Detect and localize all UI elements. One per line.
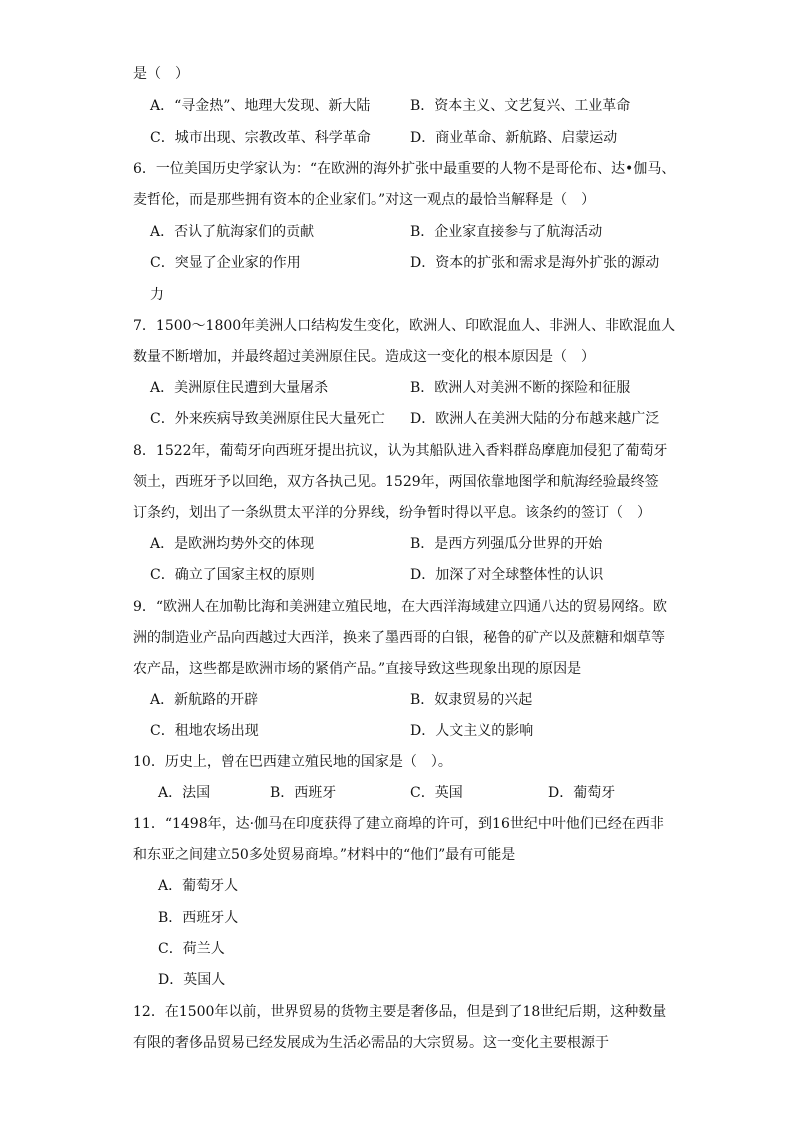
q6-option-d-continuation: 力: [150, 287, 164, 303]
q10-option-c: C．英国: [410, 785, 463, 801]
q5-option-c: C．城市出现、宗教改革、科学革命: [150, 130, 371, 146]
q6-option-d: D．资本的扩张和需求是海外扩张的源动: [410, 255, 660, 271]
q9-stem-line-1: 9．“欧洲人在加勒比海和美洲建立殖民地，在大西洋海域建立四通八达的贸易网络。欧: [133, 599, 668, 615]
q8-option-a: A．是欧洲均势外交的体现: [150, 536, 315, 552]
q7-option-b: B．欧洲人对美洲不断的探险和征服: [410, 380, 631, 396]
q10-option-b: B．西班牙: [270, 785, 337, 801]
q10-option-a: A．法国: [158, 785, 211, 801]
q8-option-c: C．确立了国家主权的原则: [150, 567, 315, 583]
q6-option-a: A．否认了航海家们的贡献: [150, 224, 315, 240]
q10-stem: 10．历史上，曾在巴西建立殖民地的国家是（ ）。: [133, 754, 452, 770]
q11-stem-line-2: 和东亚之间建立50多处贸易商埠。”材料中的“他们”最有可能是: [133, 847, 516, 863]
q5-option-b: B．资本主义、文艺复兴、工业革命: [410, 98, 631, 114]
q8-stem-line-2: 领土，西班牙予以回绝，双方各执己见。1529年，两国依靠地图学和航海经验最终签: [133, 474, 659, 490]
q11-option-d: D．英国人: [158, 972, 226, 988]
q9-option-c: C．租地农场出现: [150, 723, 259, 739]
q11-option-b: B．西班牙人: [158, 910, 239, 926]
q9-option-d: D．人文主义的影响: [410, 723, 534, 739]
q7-stem-line-1: 7．1500～1800年美洲人口结构发生变化，欧洲人、印欧混血人、非洲人、非欧混血人: [133, 318, 676, 334]
q9-stem-line-2: 洲的制造业产品向西越过大西洋，换来了墨西哥的白银，秘鲁的矿产以及蔗糖和烟草等: [133, 630, 665, 646]
q5-stem-tail: 是（ ）: [133, 66, 189, 82]
q12-stem-line-1: 12．在1500年以前，世界贸易的货物主要是奢侈品，但是到了18世纪后期，这种数量: [133, 1004, 667, 1020]
q10-option-d: D．葡萄牙: [548, 785, 616, 801]
q9-option-b: B．奴隶贸易的兴起: [410, 692, 533, 708]
q5-option-a: A．“寻金热”、地理大发现、新大陆: [150, 98, 371, 114]
q8-stem-line-3: 订条约，划出了一条纵贯太平洋的分界线，纷争暂时得以平息。该条约的签订（ ）: [133, 505, 651, 521]
q11-option-a: A．葡萄牙人: [158, 878, 239, 894]
q6-stem-line-2: 麦哲伦，而是那些拥有资本的企业家们。”对这一观点的最恰当解释是（ ）: [133, 192, 596, 208]
q5-option-d: D．商业革命、新航路、启蒙运动: [410, 130, 618, 146]
q12-stem-line-2: 有限的奢侈品贸易已经发展成为生活必需品的大宗贸易。这一变化主要根源于: [133, 1035, 609, 1051]
q7-option-c: C．外来疾病导致美洲原住民大量死亡: [150, 411, 385, 427]
q6-option-b: B．企业家直接参与了航海活动: [410, 224, 603, 240]
q11-option-c: C．荷兰人: [158, 941, 225, 957]
q8-option-d: D．加深了对全球整体性的认识: [410, 567, 604, 583]
q9-option-a: A．新航路的开辟: [150, 692, 259, 708]
q7-option-d: D．欧洲人在美洲大陆的分布越来越广泛: [410, 411, 660, 427]
q8-stem-line-1: 8．1522年，葡萄牙向西班牙提出抗议，认为其船队进入香料群岛摩鹿加侵犯了葡萄牙: [133, 443, 668, 459]
q6-stem-line-1: 6．一位美国历史学家认为：“在欧洲的海外扩张中最重要的人物不是哥伦布、达•伽马、: [133, 161, 676, 177]
q8-option-b: B．是西方列强瓜分世界的开始: [410, 536, 603, 552]
q6-option-c: C．突显了企业家的作用: [150, 255, 301, 271]
q7-stem-line-2: 数量不断增加，并最终超过美洲原住民。造成这一变化的根本原因是（ ）: [133, 349, 595, 365]
q11-stem-line-1: 11．“1498年，达·伽马在印度获得了建立商埠的许可，到16世纪中叶他们已经在西非: [133, 816, 664, 832]
q9-stem-line-3: 农产品，这些都是欧洲市场的紧俏产品。”直接导致这些现象出现的原因是: [133, 661, 582, 677]
q7-option-a: A．美洲原住民遭到大量屠杀: [150, 380, 329, 396]
